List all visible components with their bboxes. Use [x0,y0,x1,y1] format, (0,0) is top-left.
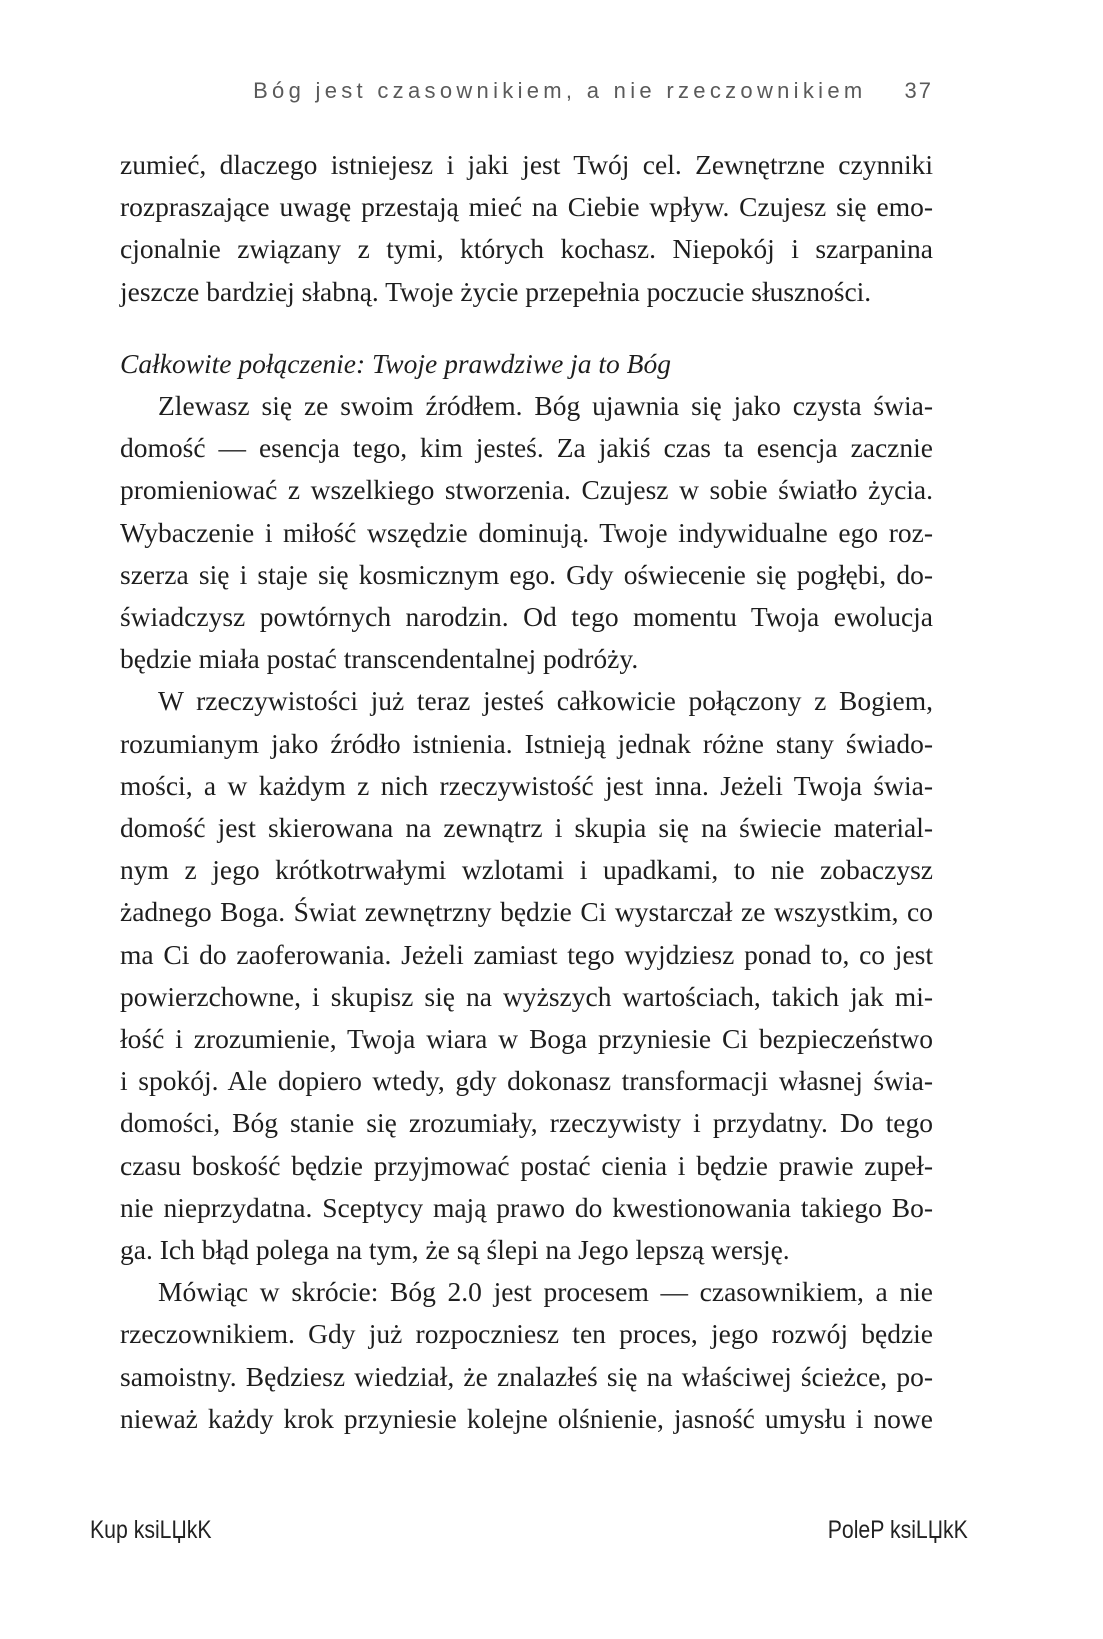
body-text [120,144,933,1440]
text-line: domość — esencja tego, kim jesteś. Za jakiś czas ta esencja zacznie [120,432,933,464]
text-line: żadnego Boga. Świat zewnętrzny będzie Ci wystarczał ze wszystkim, co [120,896,933,928]
paragraph-4 [120,1271,933,1440]
text-line: domości, Bóg stanie się zrozumiały, rzeczywisty i przydatny. Do tego [120,1107,933,1139]
text-line: rzeczownikiem. Gdy już rozpoczniesz ten proces, jego rozwój będzie [120,1318,933,1350]
text-line: W rzeczywistości już teraz jesteś całkowicie połączony z Bogiem, [158,685,933,717]
text-line: promieniować z wszelkiego stworzenia. Czujesz w sobie światło życia. [120,474,933,506]
text-line: rozumianym jako źródło istnienia. Istnieją jednak różne stany świado- [120,727,933,759]
text-line: łość i zrozumienie, Twoja wiara w Boga przyniesie Ci bezpieczeństwo [120,1023,933,1055]
text-line: domość jest skierowana na zewnątrz i skupia się na świecie material- [120,812,933,844]
running-title: Bóg jest czasownikiem, a nie rzeczownikiem [253,78,867,103]
paragraph-2 [120,385,933,680]
text-line: ma Ci do zaoferowania. Jeżeli zamiast tego wyjdziesz ponad to, co jest [120,938,933,970]
text-line: świadczysz powtórnych narodzin. Od tego momentu Twoja ewolucja [120,601,933,633]
recommend-book-link[interactable]: PoleP ksiLЏkK [827,1516,968,1544]
text-line: i spokój. Ale dopiero wtedy, gdy dokonasz transformacji własnej świa- [120,1065,933,1097]
section-heading: Całkowite połączenie: Twoje prawdziwe ja to Bóg [120,347,671,379]
text-line: będzie miała postać transcendentalnej podróży. [120,643,639,675]
text-line: Mówiąc w skrócie: Bóg 2.0 jest procesem — czasownikiem, a nie [158,1276,933,1308]
text-line: szerza się i staje się kosmicznym ego. Gdy oświecenie się pogłębi, do- [120,558,933,590]
text-line: mości, a w każdym z nich rzeczywistość jest inna. Jeżeli Twoja świa- [120,769,933,801]
text-line: samoistny. Będziesz wiedział, że znalazłeś się na właściwej ścieżce, po- [120,1360,933,1392]
text-line: zumieć, dlaczego istniejesz i jaki jest Twój cel. Zewnętrzne czynniki [120,149,933,180]
running-head [120,78,933,104]
text-line: ga. Ich błąd polega na tym, że są ślepi na Jego lepszą wersję. [120,1234,790,1266]
text-line: nym z jego krótkotrwałymi wzlotami i upadkami, to nie zobaczysz [120,854,933,886]
page-number: 37 [904,78,933,103]
paragraph-3 [120,680,933,1271]
text-line: jeszcze bardziej słabną. Twoje życie przepełnia poczucie słuszności. [120,275,872,307]
paragraph-1 [120,144,933,313]
text-line: Wybaczenie i miłość wszędzie dominują. Twoje indywidualne ego roz- [120,516,933,548]
text-line: nie nieprzydatna. Sceptycy mają prawo do kwestionowania takiego Bo- [120,1191,933,1223]
text-line: Zlewasz się ze swoim źródłem. Bóg ujawnia się jako czysta świa- [158,390,933,422]
text-line: nieważ każdy krok przyniesie kolejne olśnienie, jasność umysłu i nowe [120,1402,933,1434]
text-line: cjonalnie związany z tymi, których kochasz. Niepokój i szarpanina [120,233,933,265]
buy-book-link[interactable]: Kup ksiLЏkK [90,1516,212,1544]
text-line: powierzchowne, i skupisz się na wyższych wartościach, takich jak mi- [120,980,933,1012]
text-line: rozpraszające uwagę przestają mieć na Ciebie wpływ. Czujesz się emo- [120,191,933,223]
text-line: czasu boskość będzie przyjmować postać cienia i będzie prawie zupeł- [120,1149,933,1181]
